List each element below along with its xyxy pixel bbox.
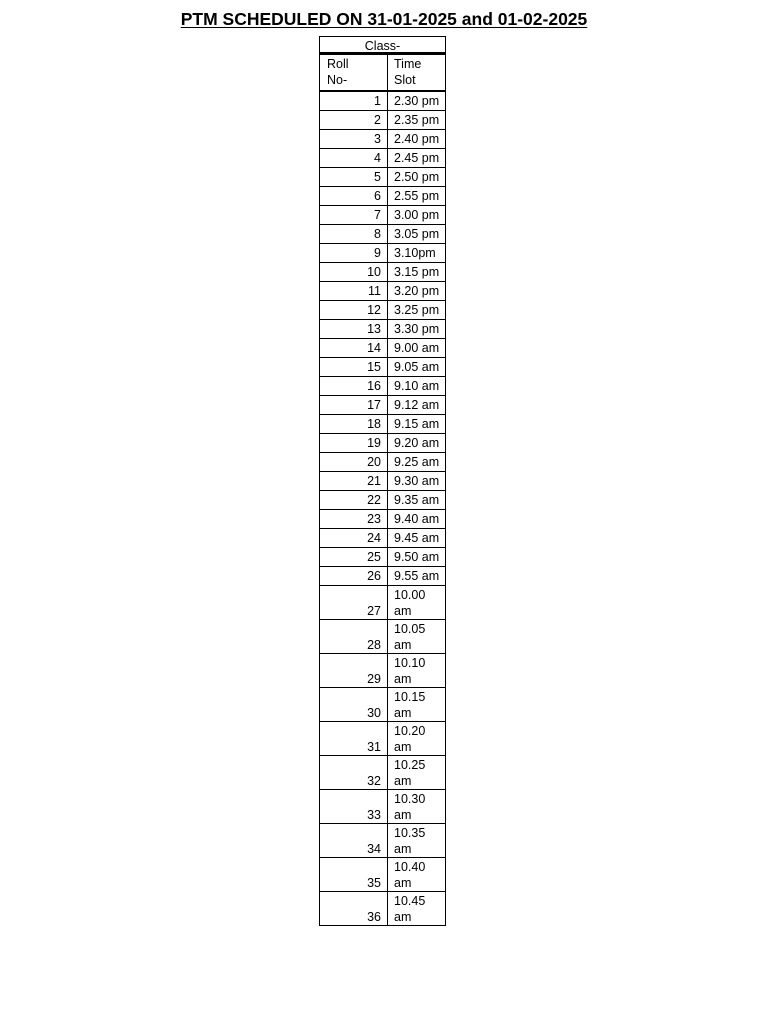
table-row: [320, 263, 446, 282]
roll-number-cell: 8: [320, 225, 388, 244]
table-row: [320, 434, 446, 453]
roll-number-cell: 34: [320, 824, 388, 858]
roll-number-cell: 14: [320, 339, 388, 358]
table-row: [320, 654, 446, 688]
roll-number-cell: 33: [320, 790, 388, 824]
time-slot-cell: 9.25 am: [388, 453, 446, 472]
table-row: [320, 529, 446, 548]
time-slot-line: 10.45: [394, 894, 426, 908]
time-slot-cell: [388, 620, 446, 654]
table-row: [320, 858, 446, 892]
table-row: [320, 491, 446, 510]
time-slot-line: 10.05: [394, 622, 426, 636]
roll-number-cell: 9: [320, 244, 388, 263]
table-row: [320, 320, 446, 339]
table-row: [320, 510, 446, 529]
header-slot-line1: Time: [394, 57, 422, 71]
header-roll-line2: No-: [327, 73, 348, 87]
table-row: [320, 301, 446, 320]
roll-number-cell: 29: [320, 654, 388, 688]
time-slot-line: am: [394, 876, 412, 890]
table-row: [320, 790, 446, 824]
header-roll-line1: Roll: [327, 57, 349, 71]
table-row: [320, 244, 446, 263]
time-slot-cell: 3.15 pm: [388, 263, 446, 282]
time-slot-line: am: [394, 604, 412, 618]
table-row: [320, 396, 446, 415]
time-slot-cell: [388, 790, 446, 824]
time-slot-cell: 3.20 pm: [388, 282, 446, 301]
time-slot-line: 10.35: [394, 826, 426, 840]
page-title: [0, 8, 768, 30]
table-row: [320, 415, 446, 434]
time-slot-cell: 9.45 am: [388, 529, 446, 548]
time-slot-line: 10.40: [394, 860, 426, 874]
roll-number-cell: 15: [320, 358, 388, 377]
roll-number-cell: 18: [320, 415, 388, 434]
time-slot-cell: 2.45 pm: [388, 149, 446, 168]
time-slot-cell: 3.10pm: [388, 244, 446, 263]
roll-number-cell: 30: [320, 688, 388, 722]
time-slot-line: 10.25: [394, 758, 426, 772]
schedule-table-body: [320, 55, 446, 926]
table-row: [320, 586, 446, 620]
roll-number-cell: 28: [320, 620, 388, 654]
time-slot-cell: 2.40 pm: [388, 130, 446, 149]
time-slot-cell: 2.50 pm: [388, 168, 446, 187]
roll-number-cell: 24: [320, 529, 388, 548]
time-slot-cell: 9.55 am: [388, 567, 446, 586]
time-slot-cell: 2.55 pm: [388, 187, 446, 206]
time-slot-cell: [388, 892, 446, 926]
time-slot-line: am: [394, 842, 412, 856]
table-row: [320, 111, 446, 130]
roll-number-cell: 21: [320, 472, 388, 491]
time-slot-line: 10.00: [394, 588, 426, 602]
time-slot-cell: 9.40 am: [388, 510, 446, 529]
time-slot-line: am: [394, 638, 412, 652]
time-slot-cell: 9.12 am: [388, 396, 446, 415]
table-row: [320, 377, 446, 396]
time-slot-cell: 9.00 am: [388, 339, 446, 358]
roll-number-cell: 19: [320, 434, 388, 453]
table-row: [320, 225, 446, 244]
roll-number-cell: 25: [320, 548, 388, 567]
roll-number-cell: 6: [320, 187, 388, 206]
roll-number-cell: 17: [320, 396, 388, 415]
time-slot-cell: 3.25 pm: [388, 301, 446, 320]
table-row: [320, 892, 446, 926]
roll-number-cell: 22: [320, 491, 388, 510]
table-row: [320, 824, 446, 858]
time-slot-cell: [388, 586, 446, 620]
time-slot-line: am: [394, 774, 412, 788]
time-slot-line: am: [394, 808, 412, 822]
time-slot-cell: 3.00 pm: [388, 206, 446, 225]
header-slot-line2: Slot: [394, 73, 416, 87]
time-slot-line: 10.10: [394, 656, 426, 670]
roll-number-cell: 27: [320, 586, 388, 620]
time-slot-cell: [388, 756, 446, 790]
table-row: [320, 472, 446, 491]
table-row: [320, 722, 446, 756]
table-row: [320, 206, 446, 225]
time-slot-cell: 3.05 pm: [388, 225, 446, 244]
time-slot-cell: [388, 654, 446, 688]
table-row: [320, 91, 446, 111]
time-slot-cell: 9.50 am: [388, 548, 446, 567]
time-slot-cell: 2.30 pm: [388, 91, 446, 111]
header-row: [320, 55, 446, 92]
roll-number-cell: 5: [320, 168, 388, 187]
time-slot-line: am: [394, 672, 412, 686]
time-slot-line: 10.15: [394, 690, 426, 704]
table-row: [320, 282, 446, 301]
time-slot-line: am: [394, 706, 412, 720]
roll-number-cell: 3: [320, 130, 388, 149]
roll-number-cell: 4: [320, 149, 388, 168]
schedule-sheet: [319, 36, 446, 926]
time-slot-cell: 9.30 am: [388, 472, 446, 491]
roll-number-cell: 10: [320, 263, 388, 282]
table-row: [320, 688, 446, 722]
roll-number-cell: 7: [320, 206, 388, 225]
table-row: [320, 149, 446, 168]
roll-number-cell: 2: [320, 111, 388, 130]
roll-number-cell: 32: [320, 756, 388, 790]
header-time-slot: [388, 55, 446, 92]
roll-number-cell: 13: [320, 320, 388, 339]
class-label: Class-: [319, 36, 446, 54]
table-row: [320, 130, 446, 149]
time-slot-cell: 3.30 pm: [388, 320, 446, 339]
roll-number-cell: 16: [320, 377, 388, 396]
time-slot-line: am: [394, 910, 412, 924]
table-row: [320, 567, 446, 586]
time-slot-cell: 9.35 am: [388, 491, 446, 510]
roll-number-cell: 31: [320, 722, 388, 756]
time-slot-line: am: [394, 740, 412, 754]
table-row: [320, 756, 446, 790]
time-slot-cell: 2.35 pm: [388, 111, 446, 130]
time-slot-line: 10.30: [394, 792, 426, 806]
table-row: [320, 168, 446, 187]
table-row: [320, 339, 446, 358]
table-row: [320, 187, 446, 206]
roll-number-cell: 35: [320, 858, 388, 892]
roll-number-cell: 20: [320, 453, 388, 472]
time-slot-cell: 9.10 am: [388, 377, 446, 396]
roll-number-cell: 26: [320, 567, 388, 586]
time-slot-cell: [388, 858, 446, 892]
time-slot-line: 10.20: [394, 724, 426, 738]
table-row: [320, 548, 446, 567]
time-slot-cell: 9.15 am: [388, 415, 446, 434]
header-roll-no: [320, 55, 388, 92]
time-slot-cell: 9.20 am: [388, 434, 446, 453]
time-slot-cell: [388, 824, 446, 858]
table-row: [320, 453, 446, 472]
table-row: [320, 620, 446, 654]
roll-number-cell: 36: [320, 892, 388, 926]
roll-number-cell: 23: [320, 510, 388, 529]
time-slot-cell: 9.05 am: [388, 358, 446, 377]
table-row: [320, 358, 446, 377]
roll-number-cell: 1: [320, 91, 388, 111]
roll-number-cell: 11: [320, 282, 388, 301]
schedule-table: [319, 54, 446, 926]
time-slot-cell: [388, 722, 446, 756]
page-title-text: PTM SCHEDULED ON 31-01-2025 and 01-02-2025: [180, 9, 588, 29]
time-slot-cell: [388, 688, 446, 722]
roll-number-cell: 12: [320, 301, 388, 320]
